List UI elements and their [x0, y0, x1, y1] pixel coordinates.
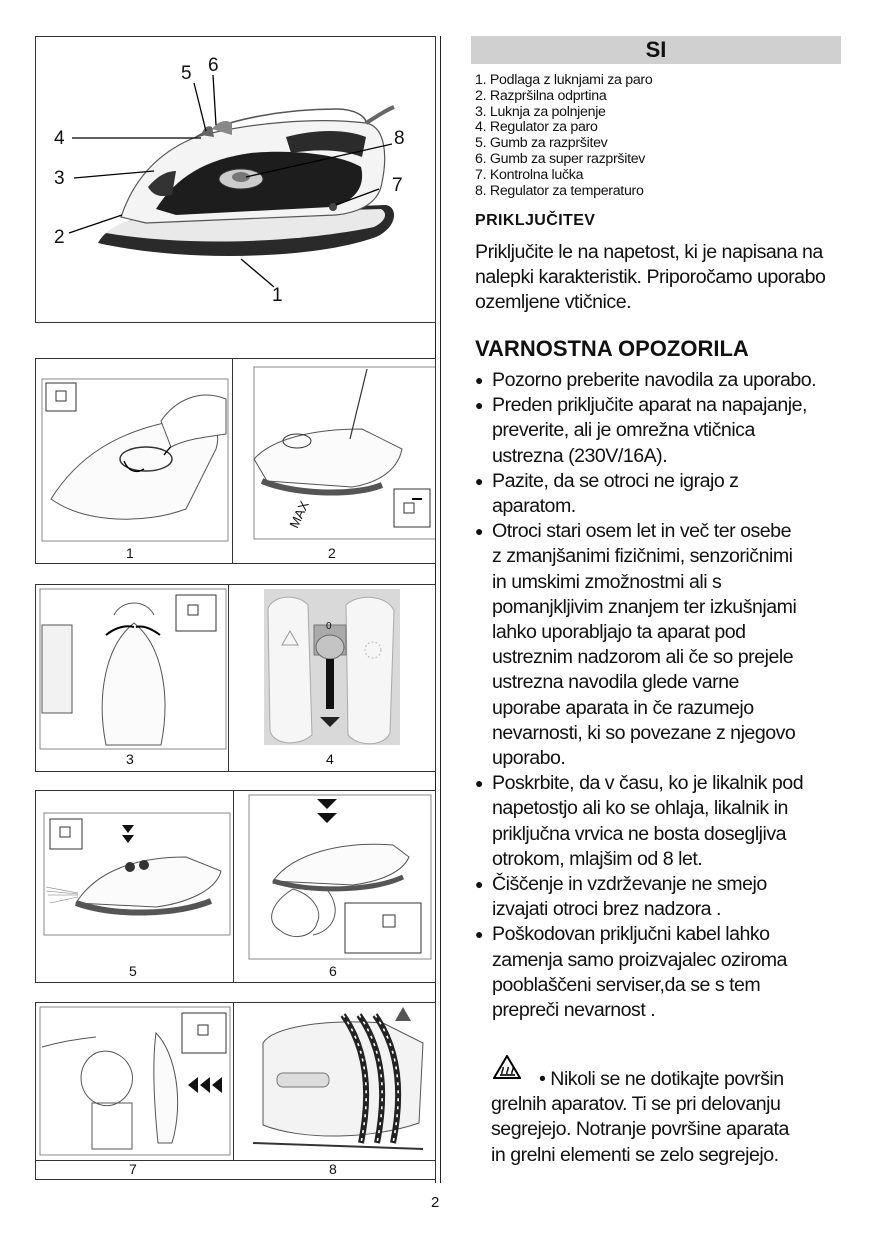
page-number: 2 [431, 1194, 440, 1211]
text-line: ozemljene vtičnice. [475, 291, 632, 314]
steps-row-1 [35, 358, 436, 564]
hot-surface-icon [493, 1055, 521, 1079]
text-line: ustreznim nadzorom ali če so prejele [492, 646, 794, 669]
text-line: segrejejo. Notranje površine aparata [491, 1118, 789, 1141]
spray-illustration [36, 791, 233, 961]
text-line: zamenja samo proizvajalec oziroma [492, 948, 787, 971]
callout-3: 3 [54, 168, 65, 189]
text-line: Pazite, da se otroci ne igrajo z [492, 469, 739, 492]
bullet-icon: ● [475, 372, 483, 388]
bullet-icon: ● [475, 523, 483, 540]
text-line: prepreči nevarnost . [492, 999, 656, 1022]
text-line: izvajati otroci brez nadzora . [492, 898, 721, 921]
step-figure-8 [233, 1003, 435, 1177]
safety-bullet [473, 519, 845, 771]
text-line: Poškodovan priključni kabel lahko [492, 923, 770, 946]
text-line: otrokom, mlajšim od 8 let. [492, 847, 703, 870]
text-line: z zmanjšanimi fizičnimi, senzoričnimi [492, 545, 793, 568]
text-line: Priključite le na napetost, ki je napisana na [475, 241, 823, 263]
steps-row-3 [35, 790, 436, 983]
max-label: MAX [286, 498, 312, 531]
callout-4: 4 [54, 128, 65, 149]
text-line: nevarnosti, ki so povezane z njegovo [492, 721, 796, 744]
safety-bullet-list [473, 368, 845, 1023]
text-line: nalepki karakteristik. Priporočamo uporabo [475, 266, 826, 289]
text-line: in umskimi zmožnostmi ali s [492, 570, 722, 593]
text-line: grelnih aparatov. Ti se pri delovanju [491, 1093, 781, 1116]
parts-list-item: 7. Kontrolna lučka [475, 166, 584, 183]
text-line: Preden priključite aparat na napajanje, [492, 394, 807, 417]
parts-list-item: 8. Regulator za temperaturo [475, 182, 644, 199]
text-line: lahko uporabljajo ta aparat pod [492, 621, 746, 644]
parts-list-item: 3. Luknja za polnjenje [475, 103, 606, 120]
caption-2: 2 [328, 545, 336, 561]
dial-zero-label: 0 [326, 621, 332, 632]
text-line: Pozorno preberite navodila za uporabo. [492, 369, 817, 391]
parts-list-item: 6. Gumb za super razpršitev [475, 150, 646, 167]
caption-8: 8 [329, 1161, 337, 1177]
text-line: • Nikoli se ne dotikajte površin [539, 1068, 784, 1090]
text-line: ustrezna navodila glede varne [492, 671, 739, 694]
connection-text [475, 240, 825, 316]
bullet-icon: ● [475, 775, 483, 792]
caption-4: 4 [326, 751, 334, 767]
callout-7: 7 [392, 175, 403, 196]
text-line: Poskrbite, da v času, ko je likalnik pod [492, 772, 804, 795]
vertical-steam-illustration [36, 1003, 233, 1159]
safety-bullet [473, 368, 845, 393]
parts-list-item: 2. Razpršilna odprtina [475, 87, 607, 104]
fill-water-illustration [36, 359, 232, 544]
safety-bullet [473, 872, 845, 922]
text-line: in grelni elementi se zelo segrejejo. [491, 1143, 779, 1166]
step-figure-3 [36, 585, 229, 771]
iron-parts-diagram [35, 36, 436, 323]
cord-storage-illustration [233, 1003, 435, 1159]
text-line: uporabo. [492, 747, 566, 770]
callout-5: 5 [181, 63, 192, 84]
caption-5: 5 [129, 963, 137, 979]
step-figure-7 [36, 1003, 234, 1177]
safety-bullet [473, 922, 845, 1023]
bullet-icon: ● [475, 472, 483, 489]
parts-list-item: 5. Gumb za razpršitev [475, 135, 608, 152]
safety-bullet [473, 771, 845, 872]
column-divider [440, 36, 441, 1183]
super-steam-illustration [233, 791, 435, 961]
step-figure-5 [36, 791, 234, 982]
safety-bullet [473, 393, 845, 469]
caption-7: 7 [129, 1161, 137, 1177]
safety-heading: VARNOSTNA OPOZORILA [475, 336, 749, 361]
max-level-illustration [232, 359, 435, 544]
steam-dial-photo [228, 585, 435, 750]
text-line: preverite, ali je omrežna vtičnica [492, 419, 755, 442]
text-line: ustrezna (230V/16A). [492, 444, 668, 467]
step-figure-6 [233, 791, 435, 982]
bullet-icon: ● [475, 876, 483, 893]
parts-list [475, 73, 652, 199]
bullet-icon: ● [475, 926, 483, 943]
parts-list-item: 1. Podlaga z luknjami za paro [475, 72, 653, 88]
step-figure-1 [36, 359, 233, 563]
callout-2: 2 [54, 227, 65, 248]
callout-6: 6 [208, 55, 219, 76]
language-tag: SI [471, 36, 841, 64]
step-figure-4 [228, 585, 435, 771]
hot-surface-warning [491, 1067, 851, 1168]
text-line: aparatom. [492, 495, 576, 518]
iron-illustration [36, 37, 435, 322]
callout-1: 1 [272, 285, 283, 306]
connection-heading: PRIKLJUČITEV [475, 212, 596, 229]
safety-bullet [473, 469, 845, 519]
text-line: Čiščenje in vzdrževanje ne smejo [492, 873, 767, 896]
callout-8: 8 [394, 128, 405, 149]
text-line: pooblaščeni serviser,da se s tem [492, 973, 761, 996]
caption-6: 6 [329, 963, 337, 979]
steps-row-2 [35, 584, 436, 772]
text-line: priključna vrvica ne bosta dosegljiva [492, 822, 787, 845]
caption-1: 1 [126, 545, 134, 561]
text-line: napetostjo ali ko se ohlaja, likalnik in [492, 797, 788, 820]
steps-row-4 [35, 1002, 436, 1180]
text-line: pomanjkljivim znanjem ter izkušnjami [492, 595, 797, 618]
bullet-icon: ● [475, 397, 483, 414]
text-line: uporabe aparata in če razumejo [492, 696, 754, 719]
text-line: Otroci stari osem let in več ter osebe [492, 520, 791, 543]
step-figure-2 [232, 359, 435, 563]
parts-list-item: 4. Regulator za paro [475, 119, 598, 136]
caption-3: 3 [126, 751, 134, 767]
steam-regulator-illustration [36, 585, 228, 750]
